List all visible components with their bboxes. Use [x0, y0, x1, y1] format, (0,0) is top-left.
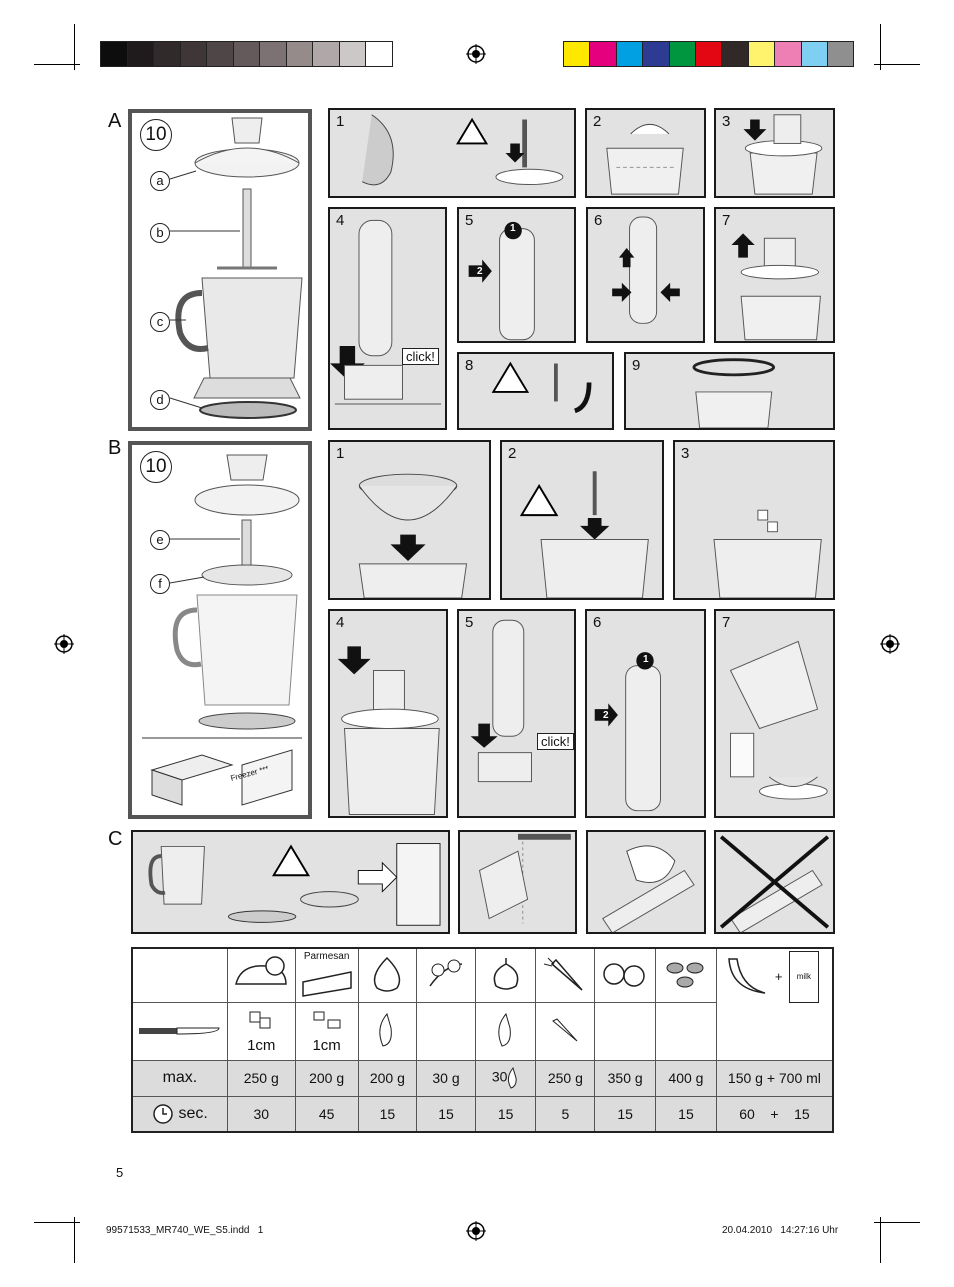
step-a8-panel	[457, 352, 614, 430]
max-value-text: 30	[491, 1068, 508, 1085]
clock-icon	[152, 1103, 174, 1125]
step-a8-illustration	[459, 354, 612, 428]
color-swatch	[312, 41, 340, 67]
color-swatch	[616, 41, 643, 67]
max-value: 200 g	[295, 1060, 358, 1096]
step-b5-illustration	[459, 611, 574, 816]
empty-cell	[656, 1002, 717, 1060]
chopper-exploded-illustration	[132, 113, 308, 427]
part-b-label: b	[150, 223, 170, 243]
cube-size-label: 1cm	[247, 1037, 276, 1054]
step-a3-illustration	[716, 110, 833, 196]
milk-label: milk	[789, 951, 819, 1003]
step-number: 8	[465, 357, 474, 374]
step-number: 3	[681, 445, 690, 462]
step-a6-panel	[586, 207, 705, 343]
max-value: 150 g + 700 ml	[716, 1060, 833, 1096]
empty-cell	[595, 1002, 656, 1060]
sec-value: 15	[595, 1096, 656, 1132]
overview-number: 10	[140, 119, 172, 151]
sec-label: sec.	[178, 1104, 208, 1122]
parmesan-icon	[295, 948, 358, 1002]
click-label: click!	[402, 348, 439, 365]
color-swatch	[206, 41, 234, 67]
step-a9-panel	[624, 352, 835, 430]
marker-2: 2	[603, 710, 609, 721]
section-c-label: C	[108, 828, 123, 850]
step-b4-illustration	[330, 611, 446, 816]
step-number: 2	[508, 445, 517, 462]
walnut-icon	[595, 948, 656, 1002]
color-swatch	[339, 41, 367, 67]
step-a7-illustration	[716, 209, 833, 341]
color-swatch	[748, 41, 775, 67]
step-a1-illustration	[330, 110, 574, 196]
click-label: click!	[537, 733, 574, 750]
step-number: 9	[632, 357, 641, 374]
color-swatch	[286, 41, 314, 67]
cleaning-parts-panel	[131, 830, 450, 934]
rinse-under-tap-illustration	[460, 832, 575, 932]
section-a-label: A	[108, 110, 122, 132]
herbs-icon	[417, 948, 476, 1002]
knife-icon	[132, 1002, 227, 1060]
step-b2-panel	[500, 440, 664, 600]
color-swatch	[589, 41, 616, 67]
step-number: 1	[336, 113, 345, 130]
step-number: 3	[722, 113, 731, 130]
sec-value: 15	[656, 1096, 717, 1132]
step-b5-panel	[457, 609, 576, 818]
color-swatch	[153, 41, 181, 67]
carrot-icon	[536, 948, 595, 1002]
step-number: 6	[593, 614, 602, 631]
garlic-icon	[475, 948, 536, 1002]
registration-mark-top	[466, 44, 486, 64]
step-b3-panel	[673, 440, 835, 600]
wipe-motor-panel	[586, 830, 706, 934]
sec-label-cell	[132, 1096, 227, 1132]
do-not-rinse-motor-illustration	[716, 832, 833, 932]
step-a2-panel	[585, 108, 706, 198]
sec-value: 45	[295, 1096, 358, 1132]
file-slug: 99571533_MR740_WE_S5.indd 1	[106, 1225, 264, 1236]
overview-number: 10	[140, 451, 172, 483]
color-swatch	[180, 41, 208, 67]
freezer-label: Freezer ***	[229, 764, 270, 783]
max-value: 350 g	[595, 1060, 656, 1096]
marker-2: 2	[477, 266, 483, 277]
sec-value: 15	[417, 1096, 476, 1132]
step-number: 2	[593, 113, 602, 130]
color-swatch	[721, 41, 748, 67]
step-number: 4	[336, 212, 345, 229]
color-swatch	[233, 41, 261, 67]
step-a9-illustration	[626, 354, 833, 428]
color-swatch	[100, 41, 128, 67]
parmesan-label: Parmesan	[303, 951, 350, 962]
processing-table	[131, 947, 834, 1133]
color-swatch	[669, 41, 696, 67]
max-value: 400 g	[656, 1060, 717, 1096]
page-number: 5	[116, 1165, 124, 1180]
registration-mark-left	[54, 634, 74, 654]
sec-value: 5	[536, 1096, 595, 1132]
overview-a	[128, 109, 312, 431]
meat-icon	[227, 948, 295, 1002]
section-b-label: B	[108, 437, 122, 459]
overview-b	[128, 441, 312, 819]
cube-cell-meat	[227, 1002, 295, 1060]
step-b4-panel	[328, 609, 448, 818]
part-a-label: a	[150, 171, 170, 191]
dishwasher-safe-illustration	[133, 832, 448, 932]
rinse-lid-panel	[458, 830, 577, 934]
sec-value: 15	[475, 1096, 536, 1132]
step-a3-panel	[714, 108, 835, 198]
part-f-label: f	[150, 574, 170, 594]
color-swatch	[365, 41, 393, 67]
step-a6-illustration	[588, 209, 703, 341]
color-swatch	[695, 41, 722, 67]
part-d-label: d	[150, 390, 170, 410]
step-number: 1	[336, 445, 345, 462]
sec-value: 15	[358, 1096, 417, 1132]
part-c-label: c	[150, 312, 170, 332]
step-b6-panel	[585, 609, 706, 818]
registration-mark-bottom	[466, 1221, 486, 1241]
almond-icon	[656, 948, 717, 1002]
step-number: 7	[722, 614, 731, 631]
step-b2-illustration	[502, 442, 662, 598]
cube-size-label: 1cm	[312, 1037, 341, 1054]
sec-value: 60 + 15	[716, 1096, 833, 1132]
plus-sign: +	[774, 969, 783, 984]
banana-milk-icon	[716, 948, 833, 1060]
max-value: 250 g	[227, 1060, 295, 1096]
color-swatch	[127, 41, 155, 67]
color-swatch	[774, 41, 801, 67]
print-date: 20.04.2010 14:27:16 Uhr	[722, 1225, 839, 1236]
step-b1-illustration	[330, 442, 489, 598]
garlic-clove-icon	[475, 1002, 536, 1060]
color-swatch	[642, 41, 669, 67]
color-swatch	[827, 41, 854, 67]
table-corner	[132, 948, 227, 1002]
marker-1: 1	[643, 654, 649, 665]
step-number: 7	[722, 212, 731, 229]
max-value	[475, 1060, 536, 1096]
ice-crusher-exploded-illustration	[132, 445, 308, 815]
carrot-piece-icon	[536, 1002, 595, 1060]
sec-value: 30	[227, 1096, 295, 1132]
step-a7-panel	[714, 207, 835, 343]
empty-cell	[417, 1002, 476, 1060]
color-swatch	[259, 41, 287, 67]
step-number: 5	[465, 614, 474, 631]
step-b3-illustration	[675, 442, 833, 598]
max-value: 250 g	[536, 1060, 595, 1096]
step-number: 4	[336, 614, 345, 631]
max-value: 30 g	[417, 1060, 476, 1096]
step-b7-panel	[714, 609, 835, 818]
step-b7-illustration	[716, 611, 833, 816]
max-label: max.	[132, 1060, 227, 1096]
color-swatch	[563, 41, 590, 67]
registration-mark-right	[880, 634, 900, 654]
do-not-immerse-panel	[714, 830, 835, 934]
step-a4-illustration	[330, 209, 445, 428]
step-number: 5	[465, 212, 474, 229]
step-a2-illustration	[587, 110, 704, 196]
step-b1-panel	[328, 440, 491, 600]
part-e-label: e	[150, 530, 170, 550]
cube-cell-parmesan	[295, 1002, 358, 1060]
onion-icon	[358, 948, 417, 1002]
step-a1-panel	[328, 108, 576, 198]
step-number: 6	[594, 212, 603, 229]
max-value: 200 g	[358, 1060, 417, 1096]
marker-1: 1	[510, 223, 516, 234]
step-a4-panel	[328, 207, 447, 430]
step-a5-panel	[457, 207, 576, 343]
color-swatch	[801, 41, 828, 67]
onion-piece-icon	[358, 1002, 417, 1060]
wipe-with-cloth-illustration	[588, 832, 704, 932]
